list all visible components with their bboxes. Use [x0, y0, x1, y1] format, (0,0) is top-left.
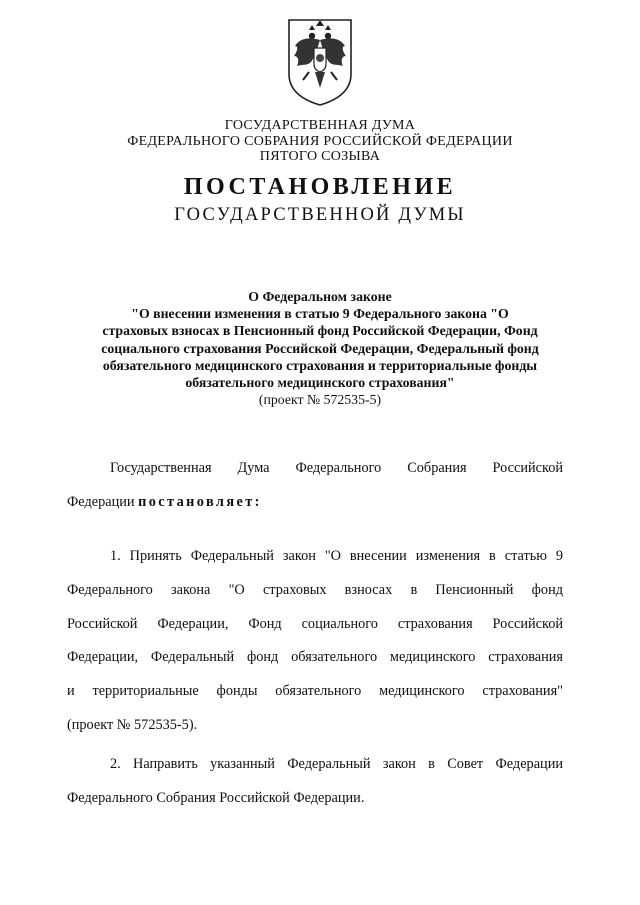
subject-line: социального страхования Российской Федерации, Федеральный фонд — [101, 340, 539, 356]
item-1-line: 1. Принять Федеральный закон "О внесении изменения в статью 9 — [110, 548, 563, 564]
item-2-line: 2. Направить указанный Федеральный закон в Совет Федерации — [110, 756, 563, 772]
item-1-line: и территориальные фонды обязательного медицинского страхования" — [67, 683, 563, 700]
item-1 — [67, 540, 563, 743]
document-subtitle: ГОСУДАРСТВЕННОЙ ДУМЫ — [174, 205, 466, 225]
issuer-line-1: ГОСУДАРСТВЕННАЯ ДУМА — [224, 118, 416, 133]
item-1-line: (проект № 572535-5). — [67, 716, 198, 733]
preamble-line-2-text: Федерации — [67, 493, 139, 510]
issuer-header — [40, 118, 600, 165]
preamble — [67, 452, 563, 520]
issuer-line-2: ФЕДЕРАЛЬНОГО СОБРАНИЯ РОССИЙСКОЙ ФЕДЕРАЦИИ — [127, 133, 513, 149]
subject-line: О Федеральном законе — [248, 289, 392, 304]
subject-line: страховых взносах в Пенсионный фонд Российской Федерации, Фонд — [102, 323, 538, 339]
project-number: (проект № 572535-5) — [258, 392, 382, 408]
decree-word: постановляет: — [138, 493, 262, 510]
item-2-line: Федерального Собрания Российской Федерации. — [67, 789, 365, 806]
subject-line: обязательного медицинского страхования" — [185, 375, 455, 391]
item-2 — [67, 748, 563, 816]
item-1-line: Российской Федерации, Фонд социального страхования Российской — [67, 615, 563, 632]
state-emblem-icon — [285, 16, 355, 108]
issuer-line-3: ПЯТОГО СОЗЫВА — [259, 149, 381, 164]
subject-block — [40, 288, 600, 408]
document-title: ПОСТАНОВЛЕНИЕ — [183, 174, 457, 200]
preamble-line-2 — [67, 486, 563, 520]
item-1-line: Федерации, Федеральный фонд обязательного медицинского страхования — [67, 649, 563, 666]
subject-line: "О внесении изменения в статью 9 Федерального закона "О — [131, 306, 509, 322]
item-1-line: Федерального закона "О страховых взносах в Пенсионный фонд — [67, 581, 563, 598]
subject-line: обязательного медицинского страхования и территориальные фонды — [102, 357, 538, 373]
preamble-line-1: Государственная Дума Федерального Собрания Российской — [110, 460, 563, 476]
